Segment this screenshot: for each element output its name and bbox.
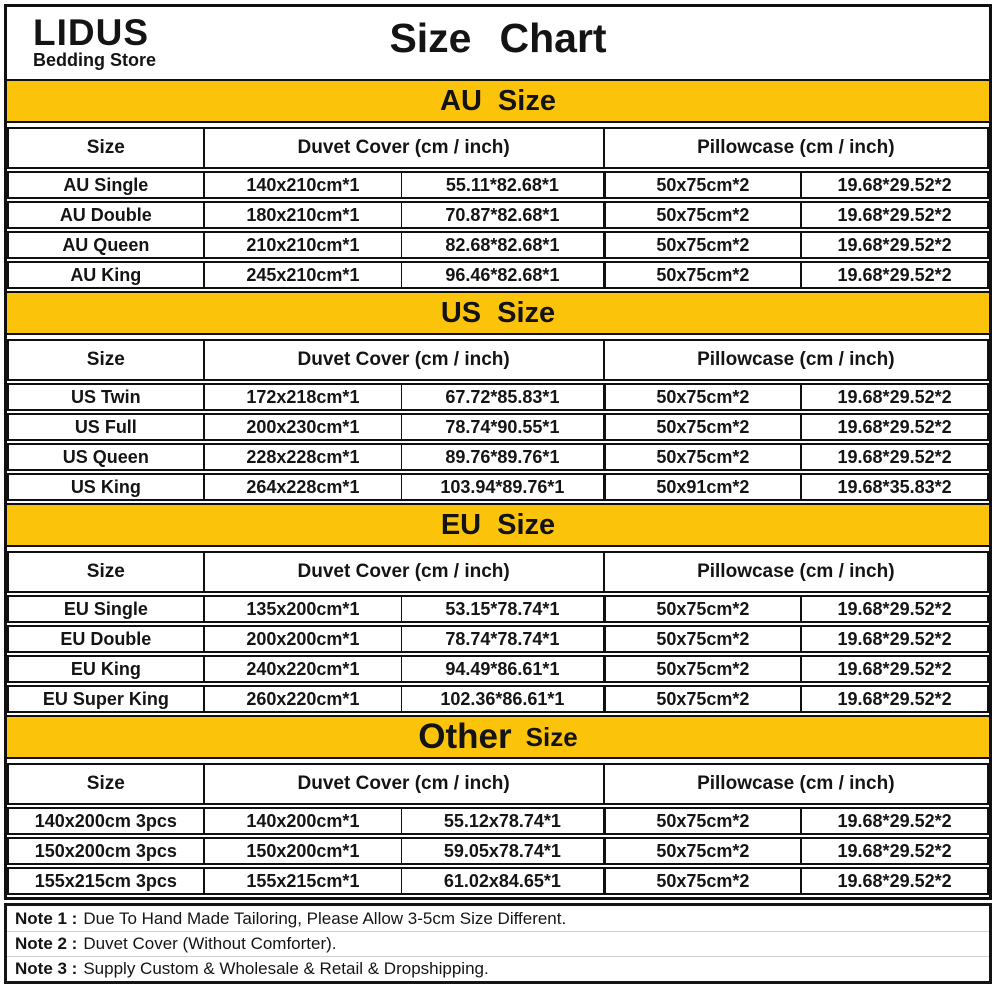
logo-title: LIDUS [33, 11, 149, 53]
cell-duvet-inch: 96.46*82.68*1 [401, 263, 602, 287]
cell-duvet-cm: 140x200cm*1 [203, 809, 402, 833]
cell-duvet-inch: 78.74*78.74*1 [401, 627, 602, 651]
cell-pillow-cm: 50x75cm*2 [603, 233, 801, 257]
cell-pillow-cm: 50x75cm*2 [603, 597, 801, 621]
cell-pillow-cm: 50x75cm*2 [603, 809, 801, 833]
banner-word1: Other [418, 717, 512, 756]
table-row [7, 595, 989, 623]
note-1-text: Due To Hand Made Tailoring, Please Allow 3-5cm Size Different. [83, 908, 567, 928]
section-us [7, 291, 989, 501]
cell-duvet-cm: 245x210cm*1 [203, 263, 402, 287]
col-header-size: Size [86, 137, 125, 158]
table-row [7, 231, 989, 259]
cell-duvet-cm: 210x210cm*1 [203, 233, 402, 257]
cell-pillow-cm: 50x75cm*2 [603, 839, 801, 863]
cell-duvet-inch: 53.15*78.74*1 [401, 597, 602, 621]
cell-pillow-cm: 50x91cm*2 [603, 475, 801, 499]
table-row [7, 473, 989, 501]
logo-subtitle: Bedding Store [33, 50, 157, 71]
table-row [7, 807, 989, 835]
cell-pillow-inch: 19.68*29.52*2 [800, 627, 987, 651]
cell-size: 155x215cm 3pcs [34, 870, 177, 891]
cell-duvet-inch: 67.72*85.83*1 [401, 385, 602, 409]
cell-pillow-inch: 19.68*29.52*2 [800, 445, 987, 469]
col-header-size: Size [86, 773, 125, 794]
banner-word2: Size [497, 508, 556, 541]
cell-pillow-cm: 50x75cm*2 [603, 445, 801, 469]
table-row [7, 261, 989, 289]
banner-word1: AU [440, 84, 482, 117]
cell-size: 140x200cm 3pcs [34, 810, 177, 831]
col-header-pillowcase: Pillowcase (cm / inch) [603, 129, 987, 167]
col-header-duvet: Duvet Cover (cm / inch) [203, 129, 603, 167]
cell-pillow-cm: 50x75cm*2 [603, 385, 801, 409]
table-row [7, 867, 989, 895]
cell-pillow-inch: 19.68*35.83*2 [800, 475, 987, 499]
banner-word2: Size [497, 296, 556, 329]
cell-duvet-cm: 264x228cm*1 [203, 475, 402, 499]
cell-duvet-cm: 155x215cm*1 [203, 869, 402, 893]
table-row [7, 837, 989, 865]
note-1 [7, 906, 989, 931]
cell-pillow-cm: 50x75cm*2 [603, 203, 801, 227]
cell-size: AU Single [63, 174, 149, 195]
cell-duvet-cm: 200x200cm*1 [203, 627, 402, 651]
table-row [7, 383, 989, 411]
cell-pillow-cm: 50x75cm*2 [603, 687, 801, 711]
cell-size: US Full [74, 416, 137, 437]
cell-pillow-inch: 19.68*29.52*2 [800, 657, 987, 681]
cell-duvet-inch: 103.94*89.76*1 [401, 475, 602, 499]
cell-pillow-inch: 19.68*29.52*2 [800, 263, 987, 287]
note-1-label: Note 1 : [15, 908, 78, 928]
us-table-header [7, 339, 989, 381]
other-table-header [7, 763, 989, 805]
cell-pillow-inch: 19.68*29.52*2 [800, 809, 987, 833]
col-header-duvet: Duvet Cover (cm / inch) [203, 553, 603, 591]
cell-size: EU Single [63, 598, 148, 619]
note-3 [7, 956, 989, 981]
note-2-label: Note 2 : [15, 934, 78, 953]
cell-pillow-inch: 19.68*29.52*2 [800, 869, 987, 893]
cell-duvet-cm: 135x200cm*1 [203, 597, 402, 621]
cell-duvet-cm: 140x210cm*1 [203, 173, 402, 197]
col-header-duvet: Duvet Cover (cm / inch) [203, 341, 603, 379]
cell-size: 150x200cm 3pcs [34, 840, 177, 861]
cell-pillow-cm: 50x75cm*2 [603, 173, 801, 197]
cell-pillow-inch: 19.68*29.52*2 [800, 687, 987, 711]
us-size-banner [7, 291, 989, 335]
eu-size-banner [7, 503, 989, 547]
cell-size: AU Queen [62, 234, 150, 255]
cell-pillow-inch: 19.68*29.52*2 [800, 233, 987, 257]
table-row [7, 685, 989, 713]
notes-section [4, 903, 992, 984]
cell-pillow-inch: 19.68*29.52*2 [800, 839, 987, 863]
cell-duvet-cm: 200x230cm*1 [203, 415, 402, 439]
note-3-text: Supply Custom & Wholesale & Retail & Dropshipping. [83, 959, 489, 978]
cell-duvet-inch: 70.87*82.68*1 [401, 203, 602, 227]
col-header-pillowcase: Pillowcase (cm / inch) [603, 553, 987, 591]
cell-pillow-inch: 19.68*29.52*2 [800, 173, 987, 197]
cell-duvet-inch: 61.02x84.65*1 [401, 869, 602, 893]
section-au [7, 79, 989, 289]
col-header-pillowcase: Pillowcase (cm / inch) [603, 341, 987, 379]
cell-duvet-cm: 180x210cm*1 [203, 203, 402, 227]
section-eu [7, 503, 989, 713]
cell-pillow-inch: 19.68*29.52*2 [800, 203, 987, 227]
cell-size: AU Double [59, 204, 152, 225]
cell-pillow-cm: 50x75cm*2 [603, 627, 801, 651]
cell-pillow-cm: 50x75cm*2 [603, 869, 801, 893]
cell-size: US Queen [62, 446, 149, 467]
other-size-banner [7, 715, 989, 759]
table-row [7, 443, 989, 471]
table-row [7, 413, 989, 441]
au-size-banner [7, 79, 989, 123]
cell-duvet-cm: 228x228cm*1 [203, 445, 402, 469]
au-table-header [7, 127, 989, 169]
note-3-label: Note 3 : [15, 959, 78, 978]
cell-duvet-cm: 150x200cm*1 [203, 839, 402, 863]
cell-duvet-cm: 172x218cm*1 [203, 385, 402, 409]
cell-duvet-inch: 94.49*86.61*1 [401, 657, 602, 681]
page-title-word2: Chart [499, 15, 607, 61]
table-row [7, 171, 989, 199]
cell-pillow-cm: 50x75cm*2 [603, 263, 801, 287]
banner-word1: EU [440, 508, 482, 541]
note-2 [7, 931, 989, 956]
cell-size: EU King [70, 658, 141, 679]
cell-duvet-inch: 89.76*89.76*1 [401, 445, 602, 469]
cell-duvet-cm: 260x220cm*1 [203, 687, 402, 711]
store-logo [33, 11, 157, 71]
section-other [7, 715, 989, 895]
cell-size: AU King [70, 264, 142, 285]
banner-word2: Size [525, 721, 578, 752]
note-2-text: Duvet Cover (Without Comforter). [83, 934, 337, 953]
table-row [7, 655, 989, 683]
cell-pillow-cm: 50x75cm*2 [603, 415, 801, 439]
col-header-size: Size [86, 349, 125, 370]
cell-pillow-inch: 19.68*29.52*2 [800, 385, 987, 409]
cell-duvet-inch: 59.05x78.74*1 [401, 839, 602, 863]
cell-duvet-inch: 102.36*86.61*1 [401, 687, 602, 711]
cell-duvet-inch: 82.68*82.68*1 [401, 233, 602, 257]
cell-size: EU Double [60, 628, 152, 649]
eu-table-header [7, 551, 989, 593]
cell-size: US King [70, 476, 141, 497]
cell-duvet-inch: 55.11*82.68*1 [401, 173, 602, 197]
main-frame [4, 4, 992, 900]
table-row [7, 625, 989, 653]
cell-size: EU Super King [42, 688, 169, 709]
banner-word2: Size [497, 84, 556, 117]
cell-pillow-cm: 50x75cm*2 [603, 657, 801, 681]
cell-size: US Twin [70, 386, 141, 407]
table-row [7, 201, 989, 229]
banner-word1: US [440, 296, 482, 329]
page-title-word1: Size [389, 15, 472, 61]
col-header-duvet: Duvet Cover (cm / inch) [203, 765, 603, 803]
cell-duvet-inch: 55.12x78.74*1 [401, 809, 602, 833]
cell-duvet-inch: 78.74*90.55*1 [401, 415, 602, 439]
col-header-size: Size [86, 561, 125, 582]
col-header-pillowcase: Pillowcase (cm / inch) [603, 765, 987, 803]
top-header [7, 7, 989, 77]
cell-duvet-cm: 240x220cm*1 [203, 657, 402, 681]
cell-pillow-inch: 19.68*29.52*2 [800, 415, 987, 439]
cell-pillow-inch: 19.68*29.52*2 [800, 597, 987, 621]
